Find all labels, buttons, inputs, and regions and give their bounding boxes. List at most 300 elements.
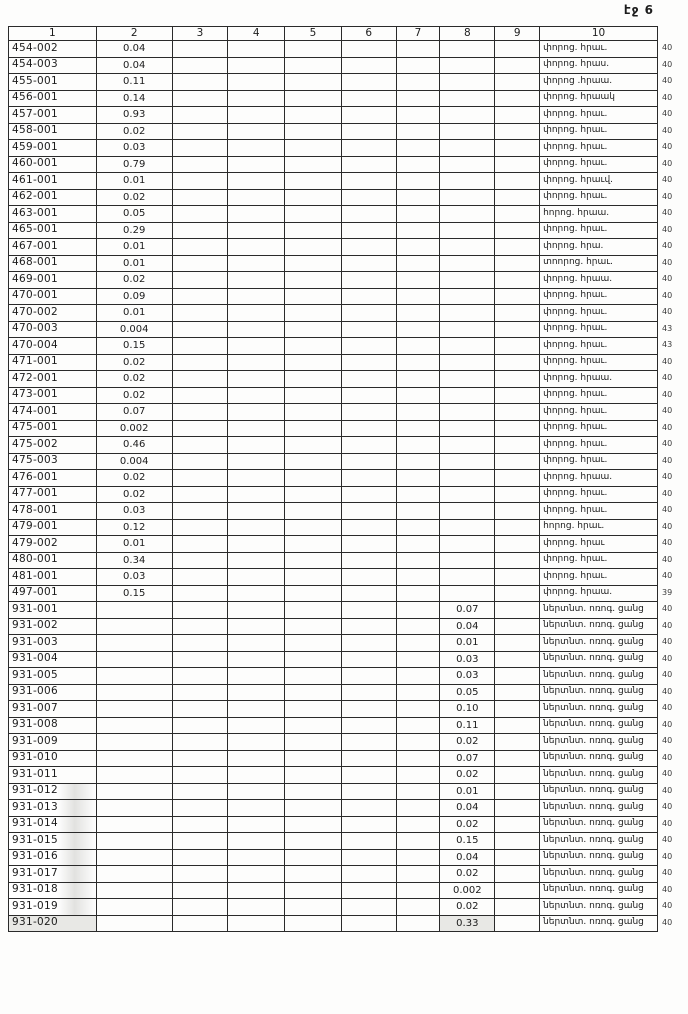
empty-cell	[228, 173, 285, 190]
margin-annotation: 40	[662, 785, 673, 795]
description-cell: ներտնտ. ոռոգ. ցանց	[540, 684, 658, 701]
empty-cell	[495, 173, 540, 190]
empty-cell	[172, 503, 228, 520]
description-cell: փորոց. հրաւ.	[540, 305, 658, 322]
col2-value-cell: 0.004	[96, 453, 172, 470]
col2-value-cell: 0.15	[96, 585, 172, 602]
col8-value-cell	[440, 453, 495, 470]
margin-annotation: 40	[662, 670, 673, 680]
empty-cell	[285, 701, 342, 718]
empty-cell	[228, 222, 285, 239]
empty-cell	[495, 189, 540, 206]
col2-value-cell: 0.04	[96, 41, 172, 58]
empty-cell	[285, 338, 342, 355]
empty-cell	[341, 899, 396, 916]
margin-annotation: 40	[662, 488, 673, 498]
col8-value-cell	[440, 41, 495, 58]
code-cell: 931-013	[9, 800, 97, 817]
code-cell: 465-001	[9, 222, 97, 239]
empty-cell	[285, 371, 342, 388]
empty-cell	[341, 338, 396, 355]
empty-cell	[341, 90, 396, 107]
code-cell: 931-007	[9, 701, 97, 718]
col8-value-cell	[440, 173, 495, 190]
empty-cell	[285, 569, 342, 586]
empty-cell	[341, 800, 396, 817]
empty-cell	[285, 453, 342, 470]
description-cell: փորոց. հրաւ.	[540, 338, 658, 355]
col8-value-cell	[440, 354, 495, 371]
col2-value-cell: 0.002	[96, 420, 172, 437]
table-row	[9, 371, 688, 388]
empty-cell	[341, 882, 396, 899]
col2-value-cell	[96, 899, 172, 916]
col2-value-cell: 0.93	[96, 107, 172, 124]
empty-cell	[285, 866, 342, 883]
empty-cell	[341, 57, 396, 74]
description-cell: փորոց. հրաւվ.	[540, 173, 658, 190]
margin-annotation: 43	[662, 323, 673, 333]
empty-cell	[172, 173, 228, 190]
empty-cell	[172, 404, 228, 421]
empty-cell	[285, 272, 342, 289]
empty-cell	[285, 173, 342, 190]
code-cell: 470-002	[9, 305, 97, 322]
empty-cell	[172, 618, 228, 635]
col2-value-cell	[96, 684, 172, 701]
empty-cell	[341, 288, 396, 305]
empty-cell	[495, 387, 540, 404]
col2-value-cell: 0.11	[96, 74, 172, 91]
empty-cell	[172, 734, 228, 751]
empty-cell	[285, 107, 342, 124]
table-row	[9, 107, 688, 124]
description-cell: ներտնտ. ոռոգ. ցանց	[540, 651, 658, 668]
code-cell: 476-001	[9, 470, 97, 487]
empty-cell	[172, 833, 228, 850]
empty-cell	[228, 404, 285, 421]
col2-value-cell: 0.46	[96, 437, 172, 454]
empty-cell	[396, 734, 440, 751]
margin-annotation: 40	[662, 241, 673, 251]
empty-cell	[396, 470, 440, 487]
empty-cell	[341, 222, 396, 239]
col2-value-cell	[96, 602, 172, 619]
table-row	[9, 486, 688, 503]
code-cell: 472-001	[9, 371, 97, 388]
col2-value-cell: 0.12	[96, 519, 172, 536]
description-cell: փորոց. հրաւ.	[540, 41, 658, 58]
col2-value-cell: 0.09	[96, 288, 172, 305]
empty-cell	[228, 618, 285, 635]
margin-annotation: 40	[662, 43, 673, 53]
empty-cell	[172, 783, 228, 800]
empty-cell	[396, 767, 440, 784]
col8-value-cell: 0.01	[440, 635, 495, 652]
description-cell: ներտնտ. ոռոգ. ցանց	[540, 668, 658, 685]
empty-cell	[172, 90, 228, 107]
table-row	[9, 618, 688, 635]
description-cell: փորոց. հրաւ.	[540, 288, 658, 305]
table-row	[9, 305, 688, 322]
empty-cell	[228, 849, 285, 866]
col8-value-cell	[440, 123, 495, 140]
empty-cell	[396, 552, 440, 569]
empty-cell	[285, 57, 342, 74]
empty-cell	[285, 717, 342, 734]
table-row	[9, 338, 688, 355]
table-row	[9, 453, 688, 470]
description-cell: հորոց. հրաա.	[540, 206, 658, 223]
margin-annotation: 40	[662, 142, 673, 152]
col8-value-cell	[440, 288, 495, 305]
empty-cell	[228, 552, 285, 569]
empty-cell	[285, 321, 342, 338]
code-cell: 475-003	[9, 453, 97, 470]
empty-cell	[396, 41, 440, 58]
empty-cell	[285, 899, 342, 916]
empty-cell	[341, 585, 396, 602]
empty-cell	[341, 635, 396, 652]
empty-cell	[228, 503, 285, 520]
empty-cell	[396, 717, 440, 734]
empty-cell	[396, 305, 440, 322]
empty-cell	[396, 321, 440, 338]
empty-cell	[396, 239, 440, 256]
col2-value-cell: 0.02	[96, 189, 172, 206]
column-header: 4	[228, 27, 285, 41]
empty-cell	[172, 717, 228, 734]
margin-annotation: 40	[662, 917, 673, 927]
empty-cell	[228, 882, 285, 899]
empty-cell	[396, 783, 440, 800]
table-row	[9, 354, 688, 371]
code-cell: 456-001	[9, 90, 97, 107]
empty-cell	[495, 156, 540, 173]
column-header: 9	[495, 27, 540, 41]
empty-cell	[285, 255, 342, 272]
description-cell: ներտնտ. ոռոգ. ցանց	[540, 866, 658, 883]
empty-cell	[285, 156, 342, 173]
empty-cell	[495, 206, 540, 223]
empty-cell	[341, 156, 396, 173]
code-cell: 497-001	[9, 585, 97, 602]
description-cell: փորոց. հրաւ.	[540, 437, 658, 454]
empty-cell	[341, 189, 396, 206]
margin-annotation: 40	[662, 472, 673, 482]
col2-value-cell	[96, 701, 172, 718]
col8-value-cell	[440, 57, 495, 74]
empty-cell	[228, 107, 285, 124]
empty-cell	[285, 486, 342, 503]
code-cell: 477-001	[9, 486, 97, 503]
empty-cell	[228, 206, 285, 223]
table-row	[9, 783, 688, 800]
margin-annotation: 40	[662, 901, 673, 911]
code-cell: 455-001	[9, 74, 97, 91]
empty-cell	[396, 453, 440, 470]
code-cell: 931-016	[9, 849, 97, 866]
description-cell: փորոց. հրաւ.	[540, 569, 658, 586]
table-row	[9, 239, 688, 256]
empty-cell	[172, 305, 228, 322]
code-cell: 454-003	[9, 57, 97, 74]
table-row	[9, 717, 688, 734]
empty-cell	[495, 255, 540, 272]
code-cell: 459-001	[9, 140, 97, 157]
empty-cell	[228, 651, 285, 668]
margin-annotation: 40	[662, 356, 673, 366]
description-cell: փորոց. հրաւ.	[540, 140, 658, 157]
table-row	[9, 189, 688, 206]
col2-value-cell: 0.02	[96, 486, 172, 503]
empty-cell	[172, 321, 228, 338]
col8-value-cell	[440, 503, 495, 520]
empty-cell	[396, 816, 440, 833]
empty-cell	[228, 734, 285, 751]
empty-cell	[228, 354, 285, 371]
code-cell: 471-001	[9, 354, 97, 371]
empty-cell	[228, 569, 285, 586]
table-row	[9, 255, 688, 272]
col8-value-cell	[440, 156, 495, 173]
empty-cell	[396, 668, 440, 685]
margin-annotation: 40	[662, 92, 673, 102]
code-cell: 931-006	[9, 684, 97, 701]
empty-cell	[495, 800, 540, 817]
empty-cell	[341, 602, 396, 619]
empty-cell	[396, 173, 440, 190]
description-cell: ներտնտ. ոռոգ. ցանց	[540, 701, 658, 718]
empty-cell	[396, 437, 440, 454]
empty-cell	[172, 684, 228, 701]
col2-value-cell	[96, 915, 172, 932]
description-cell: ներտնտ. ոռոգ. ցանց	[540, 816, 658, 833]
empty-cell	[495, 222, 540, 239]
margin-annotation: 40	[662, 422, 673, 432]
table-row	[9, 833, 688, 850]
margin-annotation: 40	[662, 290, 673, 300]
empty-cell	[341, 701, 396, 718]
col8-value-cell	[440, 255, 495, 272]
empty-cell	[285, 140, 342, 157]
code-cell: 931-003	[9, 635, 97, 652]
empty-cell	[172, 57, 228, 74]
empty-cell	[396, 420, 440, 437]
margin-annotation: 40	[662, 455, 673, 465]
table-row	[9, 173, 688, 190]
empty-cell	[396, 222, 440, 239]
column-header: 7	[396, 27, 440, 41]
empty-cell	[396, 569, 440, 586]
empty-cell	[228, 717, 285, 734]
empty-cell	[285, 767, 342, 784]
margin-annotation: 43	[662, 340, 673, 350]
empty-cell	[396, 833, 440, 850]
empty-cell	[228, 239, 285, 256]
margin-annotation: 40	[662, 554, 673, 564]
empty-cell	[396, 635, 440, 652]
table-row	[9, 41, 688, 58]
empty-cell	[396, 503, 440, 520]
empty-cell	[285, 470, 342, 487]
col2-value-cell: 0.02	[96, 123, 172, 140]
empty-cell	[228, 90, 285, 107]
empty-cell	[341, 437, 396, 454]
empty-cell	[228, 321, 285, 338]
code-cell: 470-003	[9, 321, 97, 338]
col2-value-cell	[96, 866, 172, 883]
empty-cell	[495, 321, 540, 338]
margin-annotation: 40	[662, 521, 673, 531]
empty-cell	[172, 536, 228, 553]
empty-cell	[396, 371, 440, 388]
empty-cell	[495, 899, 540, 916]
empty-cell	[495, 767, 540, 784]
col2-value-cell	[96, 717, 172, 734]
empty-cell	[228, 272, 285, 289]
table-row	[9, 321, 688, 338]
empty-cell	[285, 90, 342, 107]
empty-cell	[495, 569, 540, 586]
table-row	[9, 57, 688, 74]
col2-value-cell	[96, 767, 172, 784]
empty-cell	[228, 74, 285, 91]
col2-value-cell	[96, 668, 172, 685]
code-cell: 474-001	[9, 404, 97, 421]
margin-annotation: 40	[662, 752, 673, 762]
col2-value-cell: 0.01	[96, 173, 172, 190]
description-cell: ներտնտ. ոռոգ. ցանց	[540, 635, 658, 652]
description-cell: փորոց. հրաւ.	[540, 486, 658, 503]
empty-cell	[396, 189, 440, 206]
empty-cell	[495, 734, 540, 751]
empty-cell	[285, 618, 342, 635]
col8-value-cell: 0.04	[440, 849, 495, 866]
empty-cell	[172, 585, 228, 602]
column-header: 5	[285, 27, 342, 41]
empty-cell	[172, 915, 228, 932]
empty-cell	[172, 239, 228, 256]
col2-value-cell	[96, 651, 172, 668]
empty-cell	[396, 156, 440, 173]
col8-value-cell	[440, 585, 495, 602]
empty-cell	[341, 536, 396, 553]
empty-cell	[341, 816, 396, 833]
description-cell: փորոց. հրաա.	[540, 585, 658, 602]
margin-annotation: 40	[662, 158, 673, 168]
empty-cell	[172, 255, 228, 272]
empty-cell	[396, 618, 440, 635]
col8-value-cell	[440, 321, 495, 338]
empty-cell	[172, 470, 228, 487]
empty-cell	[228, 288, 285, 305]
table-row	[9, 420, 688, 437]
empty-cell	[285, 420, 342, 437]
col8-value-cell: 0.02	[440, 899, 495, 916]
col2-value-cell: 0.02	[96, 371, 172, 388]
empty-cell	[228, 156, 285, 173]
empty-cell	[495, 668, 540, 685]
table-row	[9, 222, 688, 239]
description-cell: ներտնտ. ոռոգ. ցանց	[540, 717, 658, 734]
margin-annotation: 40	[662, 769, 673, 779]
empty-cell	[172, 635, 228, 652]
table-row	[9, 602, 688, 619]
empty-cell	[285, 585, 342, 602]
empty-cell	[341, 849, 396, 866]
empty-cell	[285, 602, 342, 619]
empty-cell	[228, 899, 285, 916]
col8-value-cell	[440, 239, 495, 256]
col8-value-cell: 0.04	[440, 618, 495, 635]
empty-cell	[396, 387, 440, 404]
empty-cell	[341, 486, 396, 503]
col2-value-cell: 0.03	[96, 503, 172, 520]
code-cell: 479-002	[9, 536, 97, 553]
empty-cell	[396, 684, 440, 701]
margin-annotation: 40	[662, 851, 673, 861]
empty-cell	[396, 750, 440, 767]
table-row	[9, 272, 688, 289]
col2-value-cell	[96, 783, 172, 800]
empty-cell	[285, 833, 342, 850]
code-cell: 931-008	[9, 717, 97, 734]
col2-value-cell	[96, 635, 172, 652]
col2-value-cell: 0.01	[96, 239, 172, 256]
empty-cell	[495, 437, 540, 454]
col8-value-cell: 0.07	[440, 750, 495, 767]
empty-cell	[172, 750, 228, 767]
empty-cell	[228, 519, 285, 536]
empty-cell	[172, 668, 228, 685]
table-row	[9, 684, 688, 701]
description-cell: հորոց. հրաւ.	[540, 519, 658, 536]
empty-cell	[285, 189, 342, 206]
empty-cell	[495, 701, 540, 718]
empty-cell	[341, 668, 396, 685]
margin-annotation: 40	[662, 224, 673, 234]
empty-cell	[172, 767, 228, 784]
description-cell: փորոց. հրաւ.	[540, 387, 658, 404]
description-cell: ներտնտ. ոռոգ. ցանց	[540, 734, 658, 751]
empty-cell	[228, 783, 285, 800]
table-row	[9, 849, 688, 866]
margin-annotation: 40	[662, 505, 673, 515]
empty-cell	[396, 272, 440, 289]
margin-annotation: 40	[662, 686, 673, 696]
empty-cell	[172, 701, 228, 718]
col2-value-cell: 0.02	[96, 387, 172, 404]
description-cell: փորոց. հրաւ.	[540, 354, 658, 371]
col8-value-cell	[440, 486, 495, 503]
margin-annotation: 40	[662, 208, 673, 218]
empty-cell	[172, 338, 228, 355]
empty-cell	[285, 915, 342, 932]
margin-annotation: 40	[662, 109, 673, 119]
code-cell: 478-001	[9, 503, 97, 520]
empty-cell	[495, 371, 540, 388]
empty-cell	[285, 206, 342, 223]
empty-cell	[285, 437, 342, 454]
col8-value-cell	[440, 420, 495, 437]
col8-value-cell: 0.15	[440, 833, 495, 850]
table-body	[9, 41, 688, 932]
empty-cell	[495, 239, 540, 256]
column-header: 6	[341, 27, 396, 41]
empty-cell	[396, 90, 440, 107]
description-cell: ներտնտ. ոռոգ. ցանց	[540, 833, 658, 850]
